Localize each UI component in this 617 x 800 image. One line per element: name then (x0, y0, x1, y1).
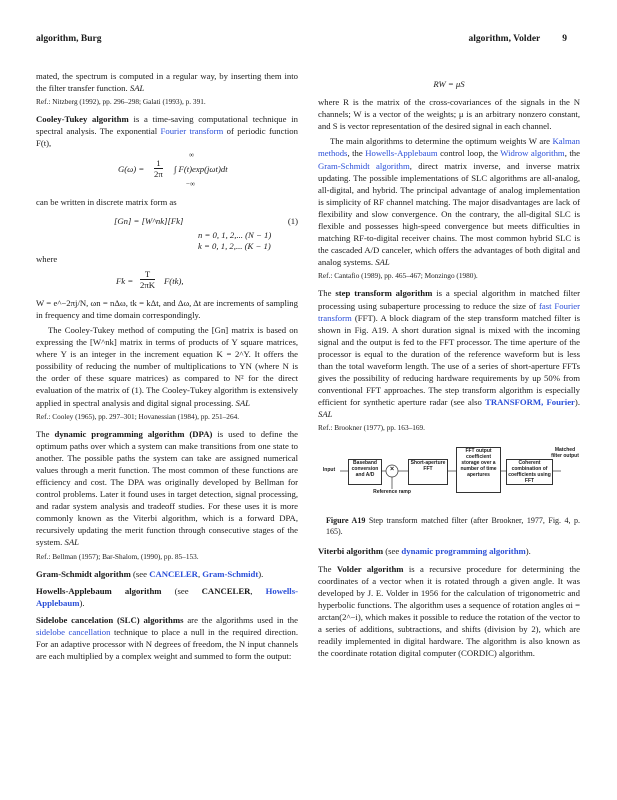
reference-bellman: Ref.: Bellman (1957); Bar-Shalom, (1990), pp. 85–153. (36, 551, 199, 561)
equation-1: [Gn] = [W^nk][Fk] (1) (114, 215, 298, 226)
left-column (36, 70, 298, 665)
entry-dpa: The dynamic programming algorithm (DPA) is used to define the optimum paths over which a system can make transitions from one state to another. The possible paths the system can take are assigned numerical values through a merit function. The most common of these functions are efficiency and cost. The DPA was originally developed by Bellman for control problems. Later it found uses in target detection, signal processing, and radar system analysis and tradeoff studies. For these uses it is more commonly known as the Viterbi algorithm, which is a forward DPA, recursively updating the merit function through consecutive stages of the system. SAL (36, 428, 299, 548)
diagram-coherent-block: Coherent combination of coefficients using FFT (506, 459, 553, 485)
entry-title: dynamic programming algorithm (DPA) (54, 428, 213, 439)
link-transform-fourier[interactable]: TRANSFORM, Fourier (485, 397, 575, 408)
index-range-k: k = 0, 1, 2,... (K − 1) (198, 241, 271, 252)
cooley-tukey-method: The Cooley-Tukey method of computing the [Gn] matrix is based on expressing the [W^nk] matrix in terms of products of Y square matrices, where Y is an integer in the increment equation K = 2^Y. It offers the possibility of reducing the number of multiplications to YN (where N is the order of these square matrices) as compared to N² for the direct evaluation of the matrix of (1). The Cooley-Tukey algorithm is extensively applied in spectral analysis and digital signal processing. SAL (36, 324, 298, 408)
entry-volder: The Volder algorithm is a recursive procedure for determining the coordinates of a vector when it is rotated through a given angle. It was developed by J. E. Volder in 1956 for the calculation of trigonometric and hyperbolic functions. The algorithm uses a sequence of rotation angles αi = arctan(2^−i), which makes it possible to reduce the rotation of the vector to a series of additions, subtractions, and shifts (division by 2), which are readily implemented in digital hardware. The algorithm is also known as the coordinate rotation digital computer (CORDIC) algorithm. (318, 563, 580, 659)
link-canceler[interactable]: CANCELER (149, 568, 198, 579)
canceler-text: CANCELER (201, 585, 251, 596)
right-column (318, 70, 580, 662)
link-fourier-transform[interactable]: Fourier transform (160, 126, 224, 137)
link-widrow-algorithm[interactable]: Widrow algorithm (500, 148, 565, 159)
diagram-input-label: Input (322, 467, 336, 474)
weights-algorithms: The main algorithms to determine the optimum weights W are Kalman methods, the Howells-Applebaum control loop, the Widrow algorithm, the Gram-Schmidt algorithm, direct matrix inverse, and inverse matrix updating. The possible implementations of SLC algorithms are all-analog, all-digital, and hybrid. The principal advantage of analog implementation is simplicity of RF channel matching. The major disadvantages are lack of flexibility and slow convergence. On the contrary, the all-digital SLC is flexible and possesses high-speed convergence but meets difficulties in matching RF-to-digital receiver chains. The most common hybrid SLC is the cascaded A/D canceler, which offers the advantages of both digital and analog systems. SAL (318, 136, 580, 268)
link-kalman-methods[interactable]: Kalman methods (318, 136, 580, 159)
entry-viterbi: Viterbi algorithm (see dynamic programming algorithm). (318, 546, 531, 557)
integral-upper-limit: ∞ (189, 151, 194, 160)
diagram-output-label: Matched filter output (551, 447, 579, 460)
link-howells-applebaum[interactable]: Howells-Applebaum (36, 585, 298, 608)
reference-brookner: Ref.: Brookner (1977), pp. 163–169. (318, 423, 426, 433)
running-header-right (468, 34, 567, 44)
figure-a19-diagram (318, 439, 580, 513)
entry-step-transform: The step transform algorithm is a special algorithm in matched filter processing using subaperture processing to reduce the size of fast Fourier transform (FFT). A block diagram of the step transform matched filter is shown in Fig. A19. A short duration signal is mixed with the incoming signal and the output is fed to the FFT processor. The time aperture of the processor is equal to the duration of the reference waveform but is less than the total waveform length. The use of a series of short-aperture FFTs gives the possibility of reducing hardware requirements by up 50% from conventional FFT approaches. The step transform algorithm is especially efficient for synthetic aperture radar (see also TRANSFORM, Fourier). SAL (318, 288, 580, 420)
equation-fourier: ∞ G(ω) = $\frac{1}{2\pi}$ ∫ F(t)exp(jωt)dt −∞ (36, 152, 298, 190)
diagram-reference-ramp: Reference ramp (373, 489, 411, 496)
page-number: 9 (562, 34, 567, 44)
fraction-1-over-2pi: $\frac{1}{2\pi}$ (154, 158, 163, 180)
author-initials: SAL (129, 83, 145, 94)
header-right-title: algorithm, Volder (468, 34, 541, 44)
link-gram-schmidt[interactable]: Gram-Schmidt (202, 568, 259, 579)
continued-paragraph: mated, the spectrum is computed in a regular way, by inserting them into the filter transfer function. SAL (36, 71, 298, 94)
integral-lower-limit: −∞ (186, 180, 195, 189)
matrix-form-intro: can be written in discrete matrix form as (36, 197, 177, 208)
equation-rw: RW = μS (433, 79, 465, 89)
diagram-short-fft-block: Short-aperture FFT (408, 459, 448, 485)
diagram-mixer-symbol: × (389, 466, 395, 474)
fraction-t-over-2pik: $\frac{T}{2\pi K}$ (140, 268, 156, 290)
diagram-storage-block: FFT output coefficient storage over a number of time apertures (456, 447, 501, 493)
running-header-left: algorithm, Burg (36, 34, 102, 44)
equation-number: (1) (287, 215, 298, 226)
where-label: where (36, 253, 58, 264)
index-range-n: n = 0, 1, 2,... (N − 1) (198, 229, 272, 240)
reference-nitzberg: Ref.: Nitzberg (1992), pp. 296–298; Galati (1993), p. 391. (36, 97, 206, 107)
link-dynamic-programming-algorithm[interactable]: dynamic programming algorithm (401, 546, 526, 557)
reference-cantafio: Ref.: Cantafio (1989), pp. 465–467; Monzingo (1980). (318, 271, 478, 281)
increment-definitions: W = e^−2πj/N, ωn = nΔω, tk = kΔt, and Δω, Δt are increments of sampling in frequency and time domain correspondingly. (36, 297, 298, 320)
link-fast-fourier-transform[interactable]: fast Fourier transform (318, 300, 580, 323)
diagram-baseband-block: Baseband conversion and A/D (348, 459, 382, 485)
weights-definition: where R is the matrix of the cross-covariances of the signals in the N channels; W is a vector of the weights; μ is an arbitrary nonzero constant, and S is vector representation of the desired signal in each channel. (318, 97, 580, 132)
entry-slc-algorithms: Sidelobe cancelation (SLC) algorithms are the algorithms used in the sidelobe cancellation technique to place a null in the required direction. For an adaptive processor with N degrees of freedom, the N input channels are each multiplied by a complex weight and summed to form the output: (36, 614, 298, 662)
entry-howells-applebaum: Howells-Applebaum algorithm (see CANCELER, Howells-Applebaum). (36, 585, 298, 608)
entry-gram-schmidt: Gram-Schmidt algorithm (see CANCELER, Gram-Schmidt). (36, 568, 264, 579)
link-gram-schmidt-algorithm[interactable]: Gram-Schmidt algorithm (318, 160, 410, 171)
reference-cooley: Ref.: Cooley (1965), pp. 297–301; Hovanessian (1984), pp. 251–264. (36, 411, 240, 421)
entry-cooley-tukey: Cooley-Tukey algorithm is a time-saving computational technique in spectral analysis. The exponential Fourier transform of periodic function F(t), (36, 114, 298, 149)
link-howells-applebaum-loop[interactable]: Howells-Applebaum (365, 148, 438, 159)
equation-fk: Fk = $\frac{T}{2\pi K}$ F(tk), (116, 268, 184, 290)
entry-title: Cooley-Tukey algorithm (36, 114, 129, 125)
link-sidelobe-cancellation[interactable]: sidelobe cancellation (36, 626, 111, 637)
figure-caption: Figure A19 Step transform matched filter (after Brookner, 1977, Fig. 4, p. 165). (326, 516, 580, 537)
